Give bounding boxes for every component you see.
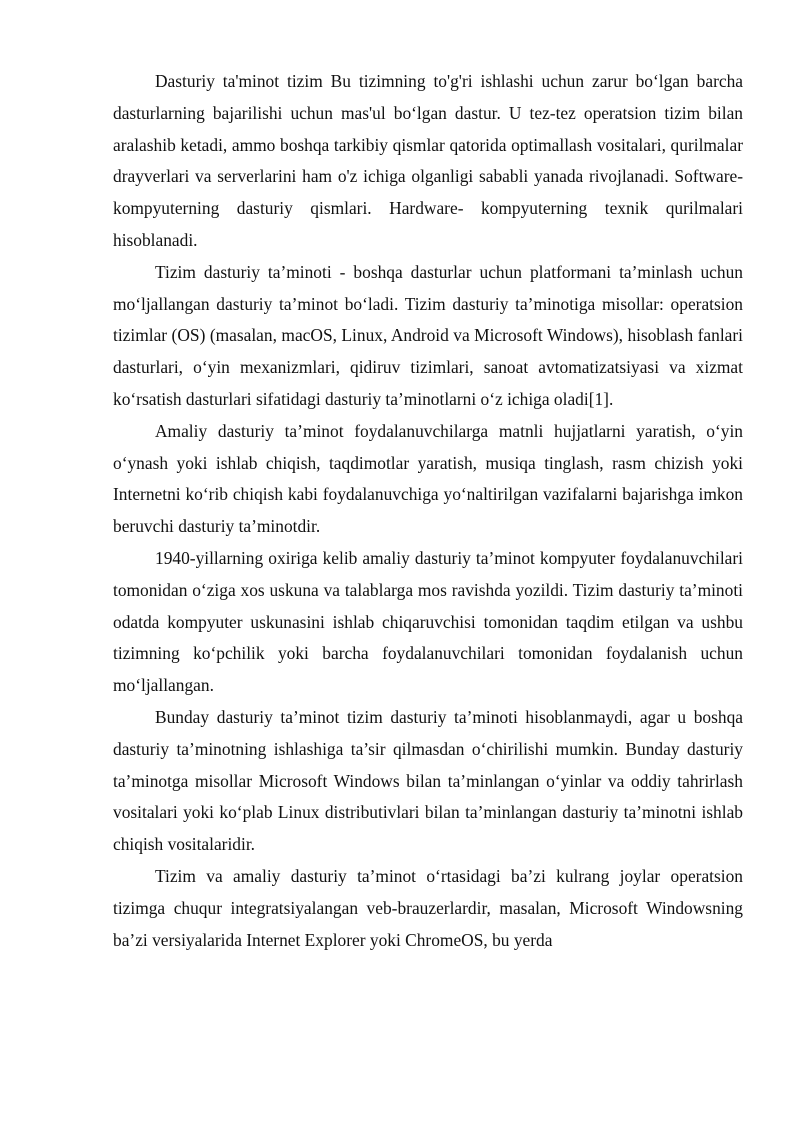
paragraph-2: Tizim dasturiy ta’minoti - boshqa dasturlar uchun platformani ta’minlash uchun mo‘ljallangan dasturiy ta’minot bo‘ladi. Tizim dasturiy ta’minotiga misollar: operatsion tizimlar (OS) (masalan, macOS, Linux, Android va Microsoft Windows), hisoblash fanlari dasturlari, o‘yin mexanizmlari, qidiruv tizimlari, sanoat avtomatizatsiyasi va xizmat ko‘rsatish dasturlari sifatidagi dasturiy ta’minotlarni o‘z ichiga oladi[1]. (113, 261, 743, 409)
document-page (113, 66, 743, 956)
paragraph-1: Dasturiy ta'minot tizim Bu tizimning to'g'ri ishlashi uchun zarur bo‘lgan barcha dasturlarning bajarilishi uchun mas'ul bo‘lgan dastur. U tez-tez operatsion tizim bilan aralashib ketadi, ammo boshqa tarkibiy qismlar qatorida optimallash vositalari, qurilmalar drayverlari va serverlarini ham o'z ichiga olganligi sababli yanada rivojlanadi. Software- kompyuterning dasturiy qismlari. Hardware- kompyuterning texnik qurilmalari hisoblanadi. (113, 71, 743, 250)
paragraph-6: Tizim va amaliy dasturiy ta’minot o‘rtasidagi ba’zi kulrang joylar operatsion tizimga chuqur integratsiyalangan veb-brauzerlardir, masalan, Microsoft Windowsning ba’zi versiyalarida Internet Explorer yoki ChromeOS, bu yerda (113, 865, 743, 950)
paragraph-4: 1940-yillarning oxiriga kelib amaliy dasturiy ta’minot kompyuter foydalanuvchilari tomonidan o‘ziga xos uskuna va talablarga mos ravishda yozildi. Tizim dasturiy ta’minoti odatda kompyuter uskunasini ishlab chiqaruvchisi tomonidan taqdim etilgan va ushbu tizimning ko‘pchilik yoki barcha foydalanuvchilari tomonidan foydalanish uchun mo‘ljallangan. (113, 547, 743, 696)
paragraph-5: Bunday dasturiy ta’minot tizim dasturiy ta’minoti hisoblanmaydi, agar u boshqa dasturiy ta’minotning ishlashiga ta’sir qilmasdan o‘chirilishi mumkin. Bunday dasturiy ta’minotga misollar Microsoft Windows bilan ta’minlangan o‘yinlar va oddiy tahrirlash vositalari yoki ko‘plab Linux distributivlari bilan ta’minlangan dasturiy ta’minotni ishlab chiqish vositalaridir. (113, 706, 743, 855)
paragraph-3: Amaliy dasturiy ta’minot foydalanuvchilarga matnli hujjatlarni yaratish, o‘yin o‘ynash yoki ishlab chiqish, taqdimotlar yaratish, musiqa tinglash, rasm chizish yoki Internetni ko‘rib chiqish kabi foydalanuvchiga yo‘naltirilgan vazifalarni bajarishga imkon beruvchi dasturiy ta’minotdir. (113, 420, 743, 537)
